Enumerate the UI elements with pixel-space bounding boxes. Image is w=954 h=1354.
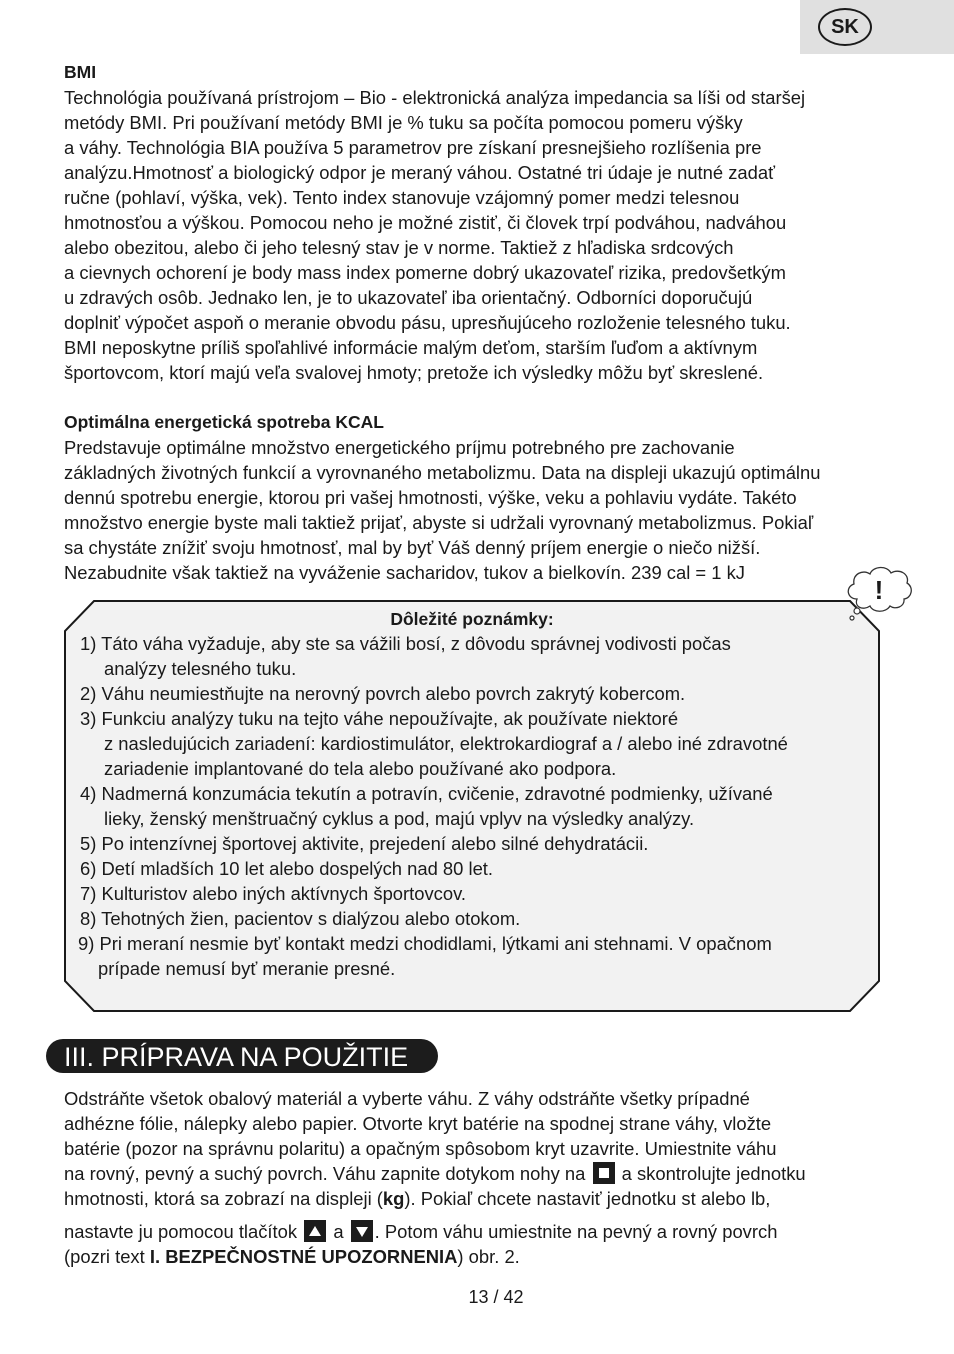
notes-title: Dôležité poznámky:	[390, 609, 554, 629]
bmi-line: doplniť výpočet aspoň o meranie obvodu pásu, upresňujúceho rozloženie telesného tuku.	[64, 312, 791, 333]
down-arrow-key-icon	[351, 1220, 373, 1242]
bmi-line: ručne (pohlaví, výška, vek). Tento index stanovuje vzájomný pomer medzi telesnou	[64, 187, 740, 208]
note-item: 4) Nadmerná konzumácia tekutín a potravín, cvičenie, zdravotné podmienky, užívané	[80, 783, 773, 804]
prep-line: Odstráňte všetok obalový materiál a vyberte váhu. Z váhy odstráňte všetky prípadné	[64, 1088, 750, 1109]
bmi-section	[64, 60, 904, 385]
kcal-line: dennú spotrebu energie, ktorou pri vašej hmotnosti, výške, veku a pohlaviu vydáte. Takéto	[64, 487, 797, 508]
warning-exclamation: !	[874, 575, 884, 605]
bmi-line: Technológia používaná prístrojom – Bio - elektronická analýza impedancia sa líši od staršej	[64, 87, 806, 108]
language-badge: SK	[818, 8, 872, 46]
bmi-line: a cievnych ochorení je body mass index pomerne dobrý ukazovateľ rizika, predovšetkým	[64, 262, 786, 283]
bmi-line: u zdravých osôb. Jednako len, je to ukazovateľ iba orientačný. Odborníci doporučujú	[64, 287, 753, 308]
note-item: 6) Detí mladších 10 let alebo dospelých nad 80 let.	[80, 858, 494, 879]
safety-reference: I. BEZPEČNOSTNÉ UPOZORNENIA	[149, 1246, 458, 1267]
bmi-heading: BMI	[64, 62, 97, 82]
kcal-line: sa chystáte znížiť svoju hmotnosť, mal by byť Váš denný príjem energie o niečo nižší.	[64, 537, 761, 558]
bmi-line: hmotnosťou a výškou. Pomocou neho je možné zistiť, či človek trpí podváhou, nadváhou	[64, 212, 787, 233]
prep-line: hmotnosti, ktorá sa zobrazí na displeji (kg). Pokiaľ chcete nastaviť jednotku st alebo lb,	[64, 1188, 771, 1209]
note-item: 1) Táto váha vyžaduje, aby ste sa vážili bosí, z dôvodu správnej vodivosti počas	[80, 633, 731, 654]
note-item: 7) Kulturistov alebo iných aktívnych športovcov.	[80, 883, 467, 904]
bmi-line: športovcom, ktorí majú veľa svalovej hmoty; pretože ich výsledky môžu byť skreslené.	[64, 362, 764, 383]
preparation-text	[64, 1086, 904, 1269]
up-arrow-key-icon	[304, 1220, 326, 1242]
warning-cloud-icon	[843, 563, 915, 627]
kcal-line: množstvo energie byste mali taktiež prijať, abyste si udržali vyrovnaný metabolizmus. Pokiaľ	[64, 512, 814, 533]
bmi-line: alebo obezitou, alebo či jeho telesný stav je v norme. Taktiež z hľadiska srdcových	[64, 237, 734, 258]
note-item: 3) Funkciu analýzy tuku na tejto váhe nepoužívajte, ak používate niektoré	[80, 708, 679, 729]
prep-line: batérie (pozor na správnu polaritu) a opačným spôsobom kryt uzavrite. Umiestnite váhu	[64, 1138, 777, 1159]
kcal-line: Predstavuje optimálne množstvo energetického príjmu potrebného pre zachovanie	[64, 437, 735, 458]
page-number: 13 / 42	[468, 1287, 524, 1307]
prep-line: nastavte ju pomocou tlačítok a . Potom váhu umiestnite na pevný a rovný povrch	[64, 1221, 778, 1242]
prep-line: adhézne fólie, nálepky alebo papier. Otvorte kryt batérie na spodnej strane váhy, vložte	[64, 1113, 772, 1134]
bmi-line: BMI neposkytne príliš spoľahlivé informácie malým deťom, starším ľuďom a aktívnym	[64, 337, 758, 358]
note-item-continuation: z nasledujúcich zariadení: kardiostimulátor, elektrokardiograf a / alebo iné zdravotné	[104, 733, 788, 754]
kcal-line: Nezabudnite však taktiež na vyváženie sacharidov, tukov a bielkovín. 239 cal = 1 kJ	[64, 562, 746, 583]
language-tab	[800, 0, 954, 54]
important-notes-box	[64, 600, 880, 1012]
bmi-line: analýzu.Hmotnosť a biologický odpor je meraný váhou. Ostatné tri údaje je nutné zadať	[64, 162, 776, 183]
note-item-continuation: lieky, ženský menštruačný cyklus a pod, majú vplyv na výsledky analýzy.	[104, 808, 695, 829]
bmi-line: a váhy. Technológia BIA používa 5 parametrov pre získaní presnejšieho rozlíšenia pre	[64, 137, 762, 158]
kcal-heading: Optimálna energetická spotreba KCAL	[64, 412, 384, 432]
kcal-line: základných životných funkcií a vyrovnaného metabolizmu. Data na displeji ukazujú optimálnu	[64, 462, 821, 483]
prep-line: (pozri text I. BEZPEČNOSTNÉ UPOZORNENIA) obr. 2.	[64, 1246, 520, 1267]
note-item: 8) Tehotných žien, pacientov s dialýzou alebo otokom.	[80, 908, 521, 929]
unit-kg: kg	[382, 1188, 405, 1209]
note-item-continuation: zariadenie implantované do tela alebo používané ako podpora.	[104, 758, 617, 779]
power-key-icon	[593, 1162, 615, 1184]
section-title: III. PRÍPRAVA NA POUŽITIE	[46, 1039, 438, 1073]
notes-list	[80, 631, 788, 981]
note-item: 2) Váhu neumiestňujte na nerovný povrch alebo povrch zakrytý kobercom.	[80, 683, 686, 704]
prep-line: na rovný, pevný a suchý povrch. Váhu zapnite dotykom nohy na a skontrolujte jednotku	[64, 1163, 806, 1184]
kcal-section	[64, 410, 904, 585]
bmi-line: metódy BMI. Pri používaní metódy BMI je % tuku sa počíta pomocou pomeru výšky	[64, 112, 743, 133]
note-item: 5) Po intenzívnej športovej aktivite, prejedení alebo silné dehydratácii.	[80, 833, 649, 854]
note-item-continuation: prípade nemusí byť meranie presné.	[98, 958, 396, 979]
note-item-continuation: analýzy telesného tuku.	[104, 658, 297, 679]
note-item: 9) Pri meraní nesmie byť kontakt medzi chodidlami, lýtkami ani stehnami. V opačnom	[78, 933, 772, 954]
